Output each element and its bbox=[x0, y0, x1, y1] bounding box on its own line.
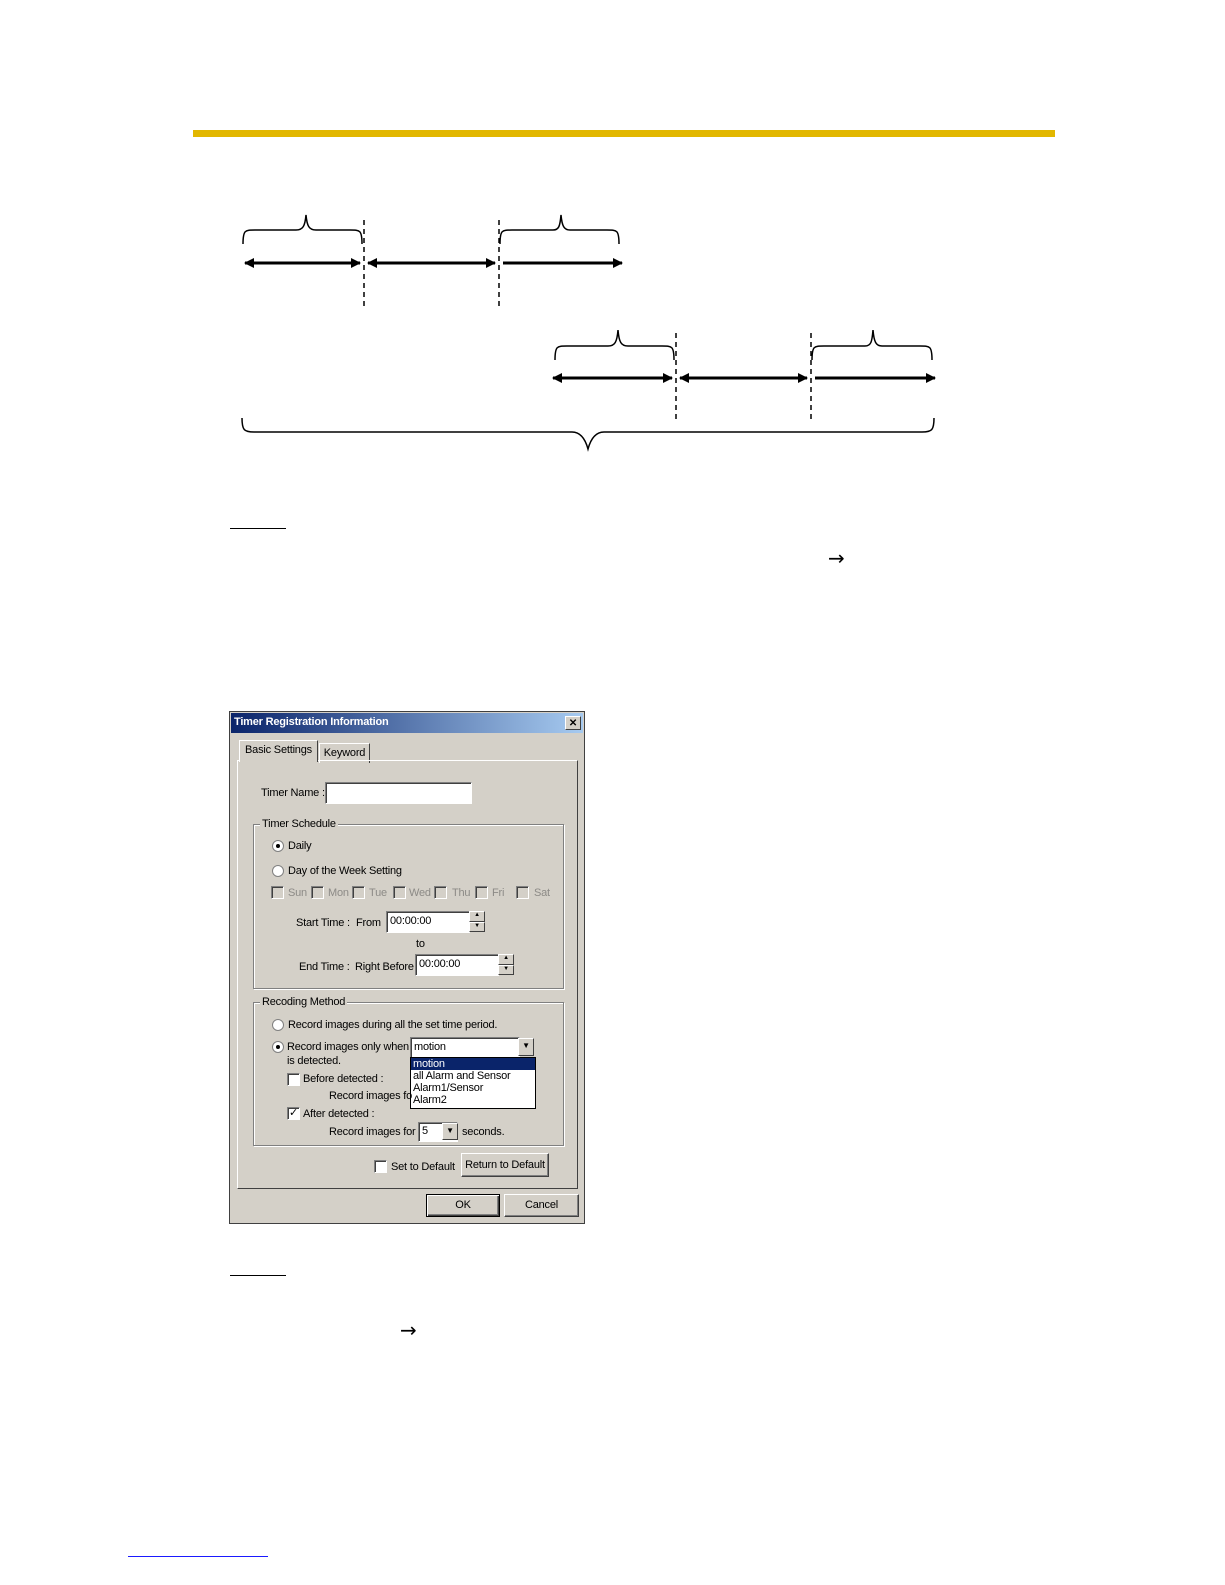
arrow-right-icon: → bbox=[400, 1318, 417, 1342]
start-time-spinner[interactable] bbox=[469, 911, 485, 932]
day-label-mon: Mon bbox=[328, 887, 349, 899]
start-time-label: Start Time : bbox=[296, 917, 350, 929]
timer-name-label: Timer Name : bbox=[261, 787, 325, 799]
timer-name-input[interactable] bbox=[325, 782, 472, 804]
dialog-titlebar[interactable] bbox=[231, 713, 583, 733]
from-label: From bbox=[356, 917, 381, 929]
day-label-thu: Thu bbox=[452, 887, 471, 899]
close-button[interactable] bbox=[565, 716, 581, 730]
tab-basic-settings[interactable] bbox=[239, 740, 318, 762]
spin-up-icon[interactable]: ▲ bbox=[469, 911, 485, 922]
trigger-select[interactable]: motion bbox=[410, 1037, 520, 1058]
ok-button[interactable] bbox=[426, 1194, 500, 1217]
note-rule-2 bbox=[230, 1275, 286, 1276]
trigger-option[interactable]: Alarm1/Sensor bbox=[413, 1082, 484, 1094]
return-to-default-button[interactable] bbox=[461, 1153, 549, 1177]
seconds-label: seconds. bbox=[462, 1126, 505, 1138]
day-label-sat: Sat bbox=[534, 887, 550, 899]
record-all-period-label: Record images during all the set time period. bbox=[288, 1019, 498, 1031]
end-time-input[interactable]: 00:00:00 bbox=[415, 954, 499, 976]
spin-down-icon[interactable]: ▼ bbox=[469, 922, 485, 933]
to-label: to bbox=[416, 938, 425, 950]
dialog-title: Timer Registration Information bbox=[234, 716, 389, 728]
day-checkbox-sat[interactable] bbox=[516, 886, 529, 899]
end-time-label: End Time : bbox=[299, 961, 350, 973]
chevron-down-icon[interactable]: ▼ bbox=[442, 1123, 458, 1140]
cancel-button[interactable] bbox=[504, 1194, 579, 1217]
footer-link-underline[interactable] bbox=[128, 1556, 268, 1557]
day-checkbox-fri[interactable] bbox=[475, 886, 488, 899]
after-detected-label: After detected : bbox=[303, 1108, 375, 1120]
button-label: Cancel bbox=[524, 1199, 559, 1211]
day-checkbox-wed[interactable] bbox=[393, 886, 406, 899]
brace-before-1 bbox=[243, 215, 362, 244]
tab-label: Basic Settings bbox=[245, 744, 312, 756]
is-detected-label: is detected. bbox=[287, 1055, 341, 1067]
chevron-down-icon[interactable]: ▼ bbox=[518, 1038, 534, 1056]
day-checkbox-tue[interactable] bbox=[352, 886, 365, 899]
record-only-when-radio[interactable] bbox=[272, 1041, 284, 1053]
before-detected-label: Before detected : bbox=[303, 1073, 384, 1085]
timeline-row-1 bbox=[243, 215, 622, 306]
trigger-option[interactable]: Alarm2 bbox=[413, 1094, 447, 1106]
before-detected-checkbox[interactable] bbox=[287, 1073, 300, 1086]
timeline-row-2 bbox=[553, 330, 935, 420]
day-label-fri: Fri bbox=[492, 887, 505, 899]
trigger-option[interactable]: all Alarm and Sensor bbox=[413, 1070, 511, 1082]
set-default-label: Set to Default bbox=[391, 1161, 455, 1173]
timeline-diagram bbox=[0, 0, 1225, 470]
day-checkbox-mon[interactable] bbox=[311, 886, 324, 899]
timer-registration-dialog bbox=[229, 711, 585, 1224]
end-time-spinner[interactable] bbox=[498, 954, 514, 975]
record-only-when-label: Record images only when bbox=[287, 1041, 409, 1053]
after-detected-checkbox[interactable] bbox=[287, 1107, 300, 1120]
before-record-label: Record images fo bbox=[329, 1090, 413, 1102]
day-checkbox-thu[interactable] bbox=[434, 886, 447, 899]
record-all-period-radio[interactable] bbox=[272, 1019, 284, 1031]
button-label: OK bbox=[455, 1199, 471, 1211]
day-label-wed: Wed bbox=[409, 887, 431, 899]
spin-down-icon[interactable]: ▼ bbox=[498, 965, 514, 976]
recording-method-title: Recoding Method bbox=[262, 996, 346, 1008]
note-rule-1 bbox=[230, 528, 286, 529]
spin-up-icon[interactable]: ▲ bbox=[498, 954, 514, 965]
brace-before-2 bbox=[555, 330, 674, 360]
day-label-sun: Sun bbox=[288, 887, 307, 899]
day-label-tue: Tue bbox=[369, 887, 387, 899]
checkmark-icon: ✓ bbox=[288, 1107, 299, 1119]
daily-label: Daily bbox=[288, 840, 312, 852]
start-time-input[interactable]: 00:00:00 bbox=[386, 911, 470, 933]
arrow-right-icon: → bbox=[828, 546, 845, 570]
daily-radio[interactable] bbox=[272, 840, 284, 852]
after-record-label: Record images for bbox=[329, 1126, 416, 1138]
button-label: Return to Default bbox=[465, 1159, 545, 1171]
timer-schedule-title: Timer Schedule bbox=[262, 818, 336, 830]
right-before-label: Right Before bbox=[355, 961, 414, 973]
brace-after-2 bbox=[812, 330, 932, 360]
close-icon: ✕ bbox=[568, 718, 578, 729]
day-of-week-radio[interactable] bbox=[272, 865, 284, 877]
day-checkbox-sun[interactable] bbox=[271, 886, 284, 899]
day-of-week-label: Day of the Week Setting bbox=[288, 865, 402, 877]
brace-total bbox=[242, 418, 934, 449]
trigger-option[interactable]: motion bbox=[411, 1058, 535, 1070]
set-default-checkbox[interactable] bbox=[374, 1160, 387, 1173]
after-seconds-select[interactable]: 5 bbox=[418, 1122, 458, 1142]
brace-after-1 bbox=[500, 215, 619, 244]
trigger-dropdown-list bbox=[410, 1057, 536, 1109]
tab-label: Keyword bbox=[323, 747, 366, 759]
